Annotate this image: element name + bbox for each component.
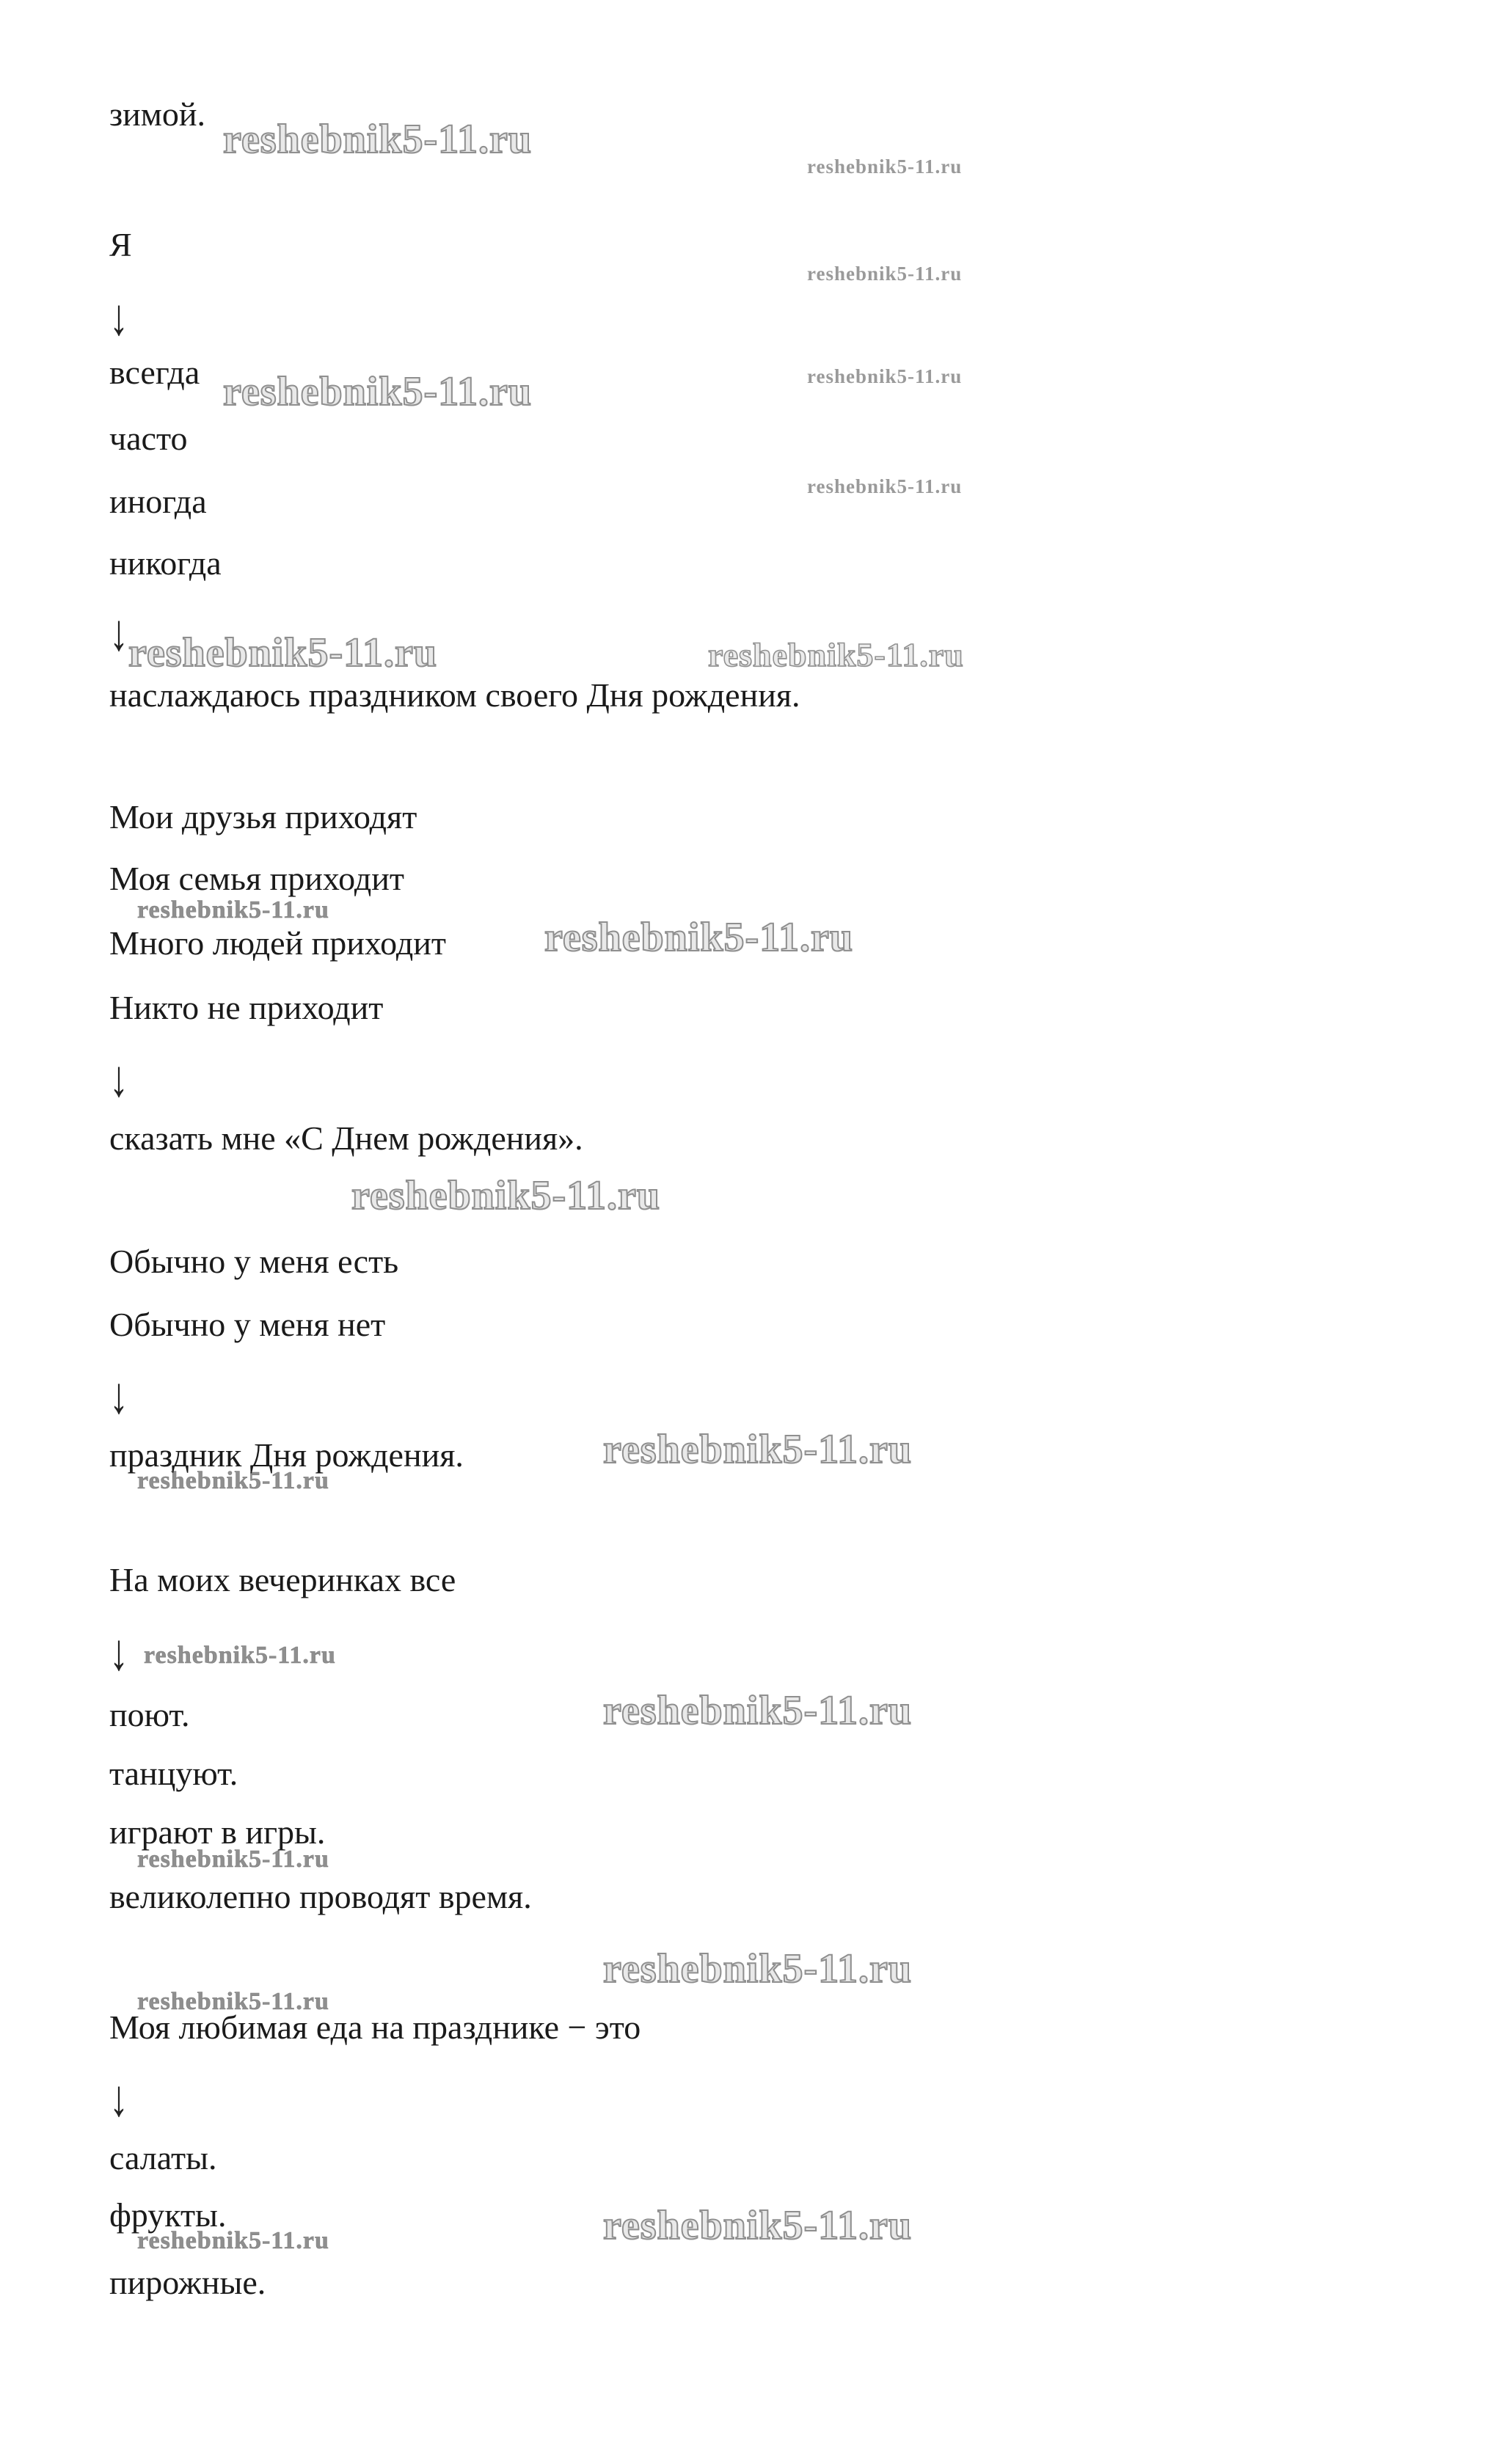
watermark-reshebnik: reshebnik5-11.ru bbox=[137, 1988, 329, 2015]
down-arrow-icon: ↓ bbox=[109, 605, 128, 662]
text-line: пирожные. bbox=[109, 2264, 266, 2301]
text-line: фрукты. bbox=[109, 2196, 227, 2234]
down-arrow-icon: ↓ bbox=[109, 290, 128, 347]
text-line: никогда bbox=[109, 544, 222, 582]
watermark-reshebnik: reshebnik5-11.ru bbox=[603, 2203, 913, 2248]
watermark-reshebnik: reshebnik5-11.ru bbox=[807, 475, 963, 497]
text-line: зимой. bbox=[109, 95, 206, 133]
watermark-reshebnik: reshebnik5-11.ru bbox=[708, 636, 964, 673]
text-line: праздник Дня рождения. bbox=[109, 1436, 464, 1474]
watermark-reshebnik: reshebnik5-11.ru bbox=[128, 630, 438, 676]
text-line: Обычно у меня есть bbox=[109, 1243, 399, 1280]
watermark-reshebnik: reshebnik5-11.ru bbox=[603, 1427, 913, 1472]
text-line: всегда bbox=[109, 354, 200, 391]
text-line: Моя семья приходит bbox=[109, 860, 404, 897]
text-line: салаты. bbox=[109, 2139, 217, 2176]
text-line: Мои друзья приходят bbox=[109, 798, 417, 836]
watermark-reshebnik: reshebnik5-11.ru bbox=[603, 1688, 913, 1733]
watermark-reshebnik: reshebnik5-11.ru bbox=[544, 915, 854, 960]
text-line: поют. bbox=[109, 1696, 190, 1733]
watermark-reshebnik: reshebnik5-11.ru bbox=[137, 1846, 329, 1873]
text-line: часто bbox=[109, 420, 188, 457]
watermark-reshebnik: reshebnik5-11.ru bbox=[807, 156, 963, 178]
watermark-reshebnik: reshebnik5-11.ru bbox=[807, 365, 963, 387]
down-arrow-icon: ↓ bbox=[109, 1368, 128, 1425]
watermark-reshebnik: reshebnik5-11.ru bbox=[137, 1467, 329, 1494]
watermark-reshebnik: reshebnik5-11.ru bbox=[351, 1173, 661, 1218]
watermark-reshebnik: reshebnik5-11.ru bbox=[137, 2227, 329, 2254]
watermark-reshebnik: reshebnik5-11.ru bbox=[603, 1946, 913, 1992]
watermark-reshebnik: reshebnik5-11.ru bbox=[144, 1642, 336, 1669]
watermark-reshebnik: reshebnik5-11.ru bbox=[807, 263, 963, 285]
text-line: иногда bbox=[109, 483, 207, 520]
text-line: сказать мне «С Днем рождения». bbox=[109, 1119, 583, 1157]
text-line: играют в игры. bbox=[109, 1813, 326, 1851]
watermark-reshebnik: reshebnik5-11.ru bbox=[223, 117, 533, 162]
text-line: Моя любимая еда на празднике − это bbox=[109, 2008, 641, 2046]
text-line: Много людей приходит bbox=[109, 924, 446, 962]
text-line: танцуют. bbox=[109, 1755, 238, 1792]
text-line: Я bbox=[109, 226, 132, 263]
text-line: Никто не приходит bbox=[109, 989, 384, 1026]
text-line: На моих вечеринках все bbox=[109, 1561, 456, 1598]
down-arrow-icon: ↓ bbox=[109, 2071, 128, 2128]
watermark-reshebnik: reshebnik5-11.ru bbox=[137, 896, 329, 924]
text-line: великолепно проводят время. bbox=[109, 1878, 532, 1915]
text-line: наслаждаюсь праздником своего Дня рождения. bbox=[109, 676, 800, 714]
text-line: Обычно у меня нет bbox=[109, 1306, 386, 1343]
down-arrow-icon: ↓ bbox=[109, 1625, 128, 1682]
watermark-reshebnik: reshebnik5-11.ru bbox=[223, 369, 533, 414]
down-arrow-icon: ↓ bbox=[109, 1051, 128, 1108]
